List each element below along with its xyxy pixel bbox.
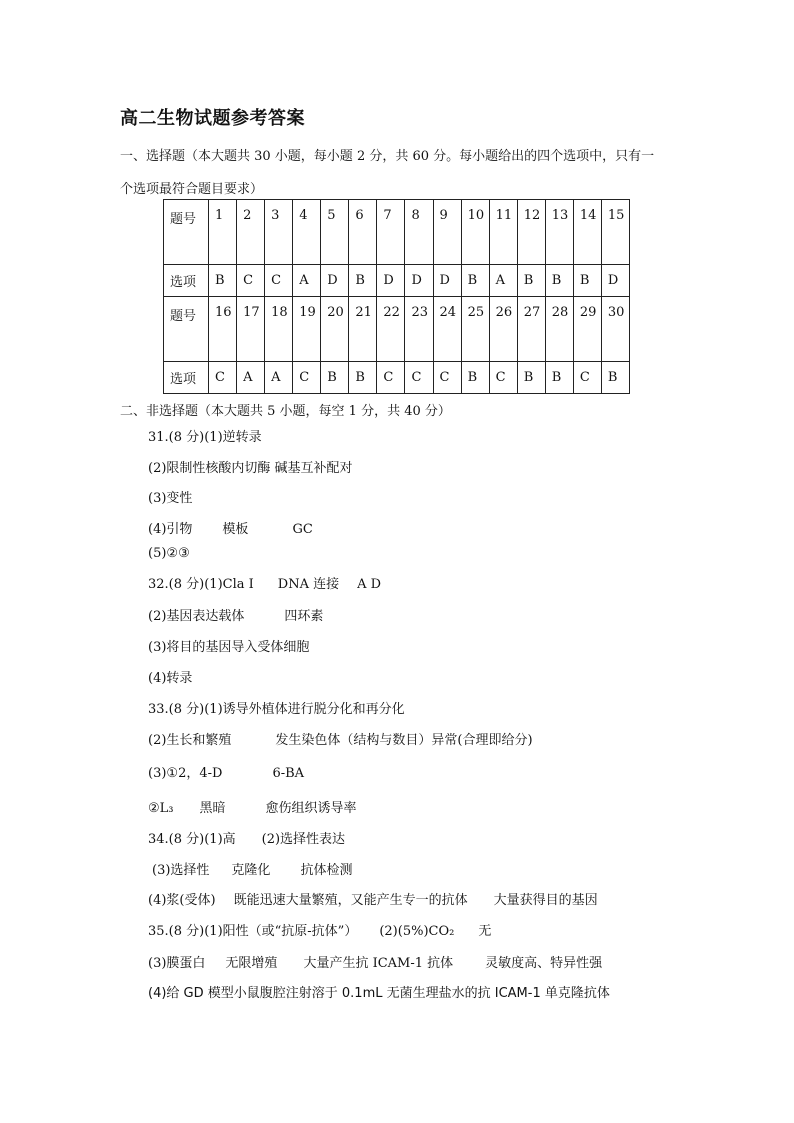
q32-part1-a: 32.(8 分)(1)Cla I <box>148 577 254 592</box>
q32-part3: (3)将目的基因导入受体细胞 <box>148 640 310 655</box>
question-number-cell: 24 <box>433 297 461 362</box>
answer-option-cell: B <box>209 265 237 297</box>
q32-part2 <box>148 605 323 624</box>
answer-option-cell: C <box>489 362 517 394</box>
question-number-cell: 26 <box>489 297 517 362</box>
answer-option-cell: C <box>405 362 433 394</box>
question-number-cell: 22 <box>377 297 405 362</box>
q35-part2-c: 大量产生抗 ICAM-1 抗体 <box>303 956 454 971</box>
question-number-cell: 11 <box>489 200 517 265</box>
answer-option-cell: A <box>489 265 517 297</box>
q33-part4-a: ②L₃ <box>148 801 174 816</box>
answer-option-cell: C <box>293 362 321 394</box>
question-number-cell: 16 <box>209 297 237 362</box>
q33-part3-b: 6-BA <box>272 766 305 781</box>
question-number-cell: 9 <box>433 200 461 265</box>
answer-option-cell: B <box>601 362 629 394</box>
q33-part2 <box>148 729 533 748</box>
question-number-cell: 21 <box>349 297 377 362</box>
q34-part3-b: 既能迅速大量繁殖，又能产生专一的抗体 <box>233 893 468 908</box>
question-number-cell: 30 <box>601 297 629 362</box>
answer-option-cell: B <box>461 362 489 394</box>
question-number-cell: 27 <box>517 297 545 362</box>
section1-instructions-line2: 个选项最符合题目要求） <box>120 182 264 197</box>
answer-option-cell: D <box>433 265 461 297</box>
q35-part2-a: (3)膜蛋白 <box>148 956 206 971</box>
answer-table <box>163 199 630 394</box>
question-number-cell: 29 <box>573 297 601 362</box>
q35-part2-b: 无限增殖 <box>225 956 278 971</box>
question-number-cell: 8 <box>405 200 433 265</box>
answer-option-cell: D <box>405 265 433 297</box>
q34-part3 <box>148 889 598 908</box>
section2-heading: 二、非选择题（本大题共 5 小题，每空 1 分，共 40 分） <box>120 404 451 419</box>
q32-part1 <box>148 573 381 592</box>
q34-part2 <box>152 859 352 878</box>
q32-part2-a: (2)基因表达载体 <box>148 609 245 624</box>
question-number-cell: 19 <box>293 297 321 362</box>
q31-part1: 31.(8 分)(1)逆转录 <box>148 430 262 445</box>
answer-option-cell: B <box>545 362 573 394</box>
table-row-label: 选项 <box>164 265 209 297</box>
answer-option-cell: A <box>265 362 293 394</box>
q35-part1-c: 无 <box>478 924 492 939</box>
answer-option-cell: B <box>349 362 377 394</box>
question-number-cell: 23 <box>405 297 433 362</box>
q33-part2-b: 发生染色体（结构与数目）异常(合理即给分) <box>275 733 533 748</box>
q31-part4-c: GC <box>292 522 313 537</box>
q34-part2-b: 克隆化 <box>231 863 271 878</box>
answer-option-cell: C <box>209 362 237 394</box>
q34-part1-b: (2)选择性表达 <box>261 832 346 847</box>
question-number-cell: 14 <box>573 200 601 265</box>
answer-option-cell: C <box>237 265 265 297</box>
answer-option-cell: D <box>601 265 629 297</box>
q31-part3: (3)变性 <box>148 491 193 506</box>
q34-part3-c: 大量获得目的基因 <box>493 893 598 908</box>
q33-part3-a: (3)①2，4-D <box>148 766 223 781</box>
question-number-cell: 7 <box>377 200 405 265</box>
question-number-cell: 15 <box>601 200 629 265</box>
question-number-cell: 3 <box>265 200 293 265</box>
answer-option-cell: B <box>321 362 349 394</box>
answer-option-cell: A <box>293 265 321 297</box>
q32-part1-c: A D <box>357 577 382 592</box>
question-number-cell: 4 <box>293 200 321 265</box>
answer-option-cell: A <box>237 362 265 394</box>
question-number-cell: 17 <box>237 297 265 362</box>
q34-part2-c: 抗体检测 <box>300 863 353 878</box>
question-number-cell: 18 <box>265 297 293 362</box>
answer-option-cell: D <box>321 265 349 297</box>
q31-part4 <box>148 518 313 537</box>
table-row-answers-2 <box>164 362 630 394</box>
question-number-cell: 28 <box>545 297 573 362</box>
q32-part1-b: DNA 连接 <box>277 577 340 592</box>
question-number-cell: 20 <box>321 297 349 362</box>
q31-part5: (5)②③ <box>148 546 190 561</box>
answer-option-cell: D <box>377 265 405 297</box>
table-row-answers-1 <box>164 265 630 297</box>
answer-option-cell: C <box>377 362 405 394</box>
q33-part1: 33.(8 分)(1)诱导外植体进行脱分化和再分化 <box>148 702 405 717</box>
section1-instructions-line1: 一、选择题（本大题共 30 小题，每小题 2 分，共 60 分。每小题给出的四个选项中，只有一 <box>120 149 655 164</box>
table-row-questions-2 <box>164 297 630 362</box>
question-number-cell: 10 <box>461 200 489 265</box>
question-number-cell: 12 <box>517 200 545 265</box>
q34-part3-a: (4)浆(受体) <box>148 893 216 908</box>
q35-part2-d: 灵敏度高、特异性强 <box>485 956 603 971</box>
q35-part1-b: (2)(5%)CO₂ <box>379 924 455 939</box>
q34-part1 <box>148 828 345 847</box>
q35-part1 <box>148 920 491 939</box>
question-number-cell: 2 <box>237 200 265 265</box>
answer-option-cell: B <box>517 265 545 297</box>
page-title: 高二生物试题参考答案 <box>120 108 305 129</box>
answer-option-cell: B <box>517 362 545 394</box>
q34-part2-a: (3)选择性 <box>152 863 210 878</box>
table-row-label: 题号 <box>164 297 209 362</box>
answer-option-cell: B <box>349 265 377 297</box>
question-number-cell: 13 <box>545 200 573 265</box>
table-row-label: 选项 <box>164 362 209 394</box>
question-number-cell: 5 <box>321 200 349 265</box>
q33-part3 <box>148 762 304 781</box>
answer-option-cell: C <box>433 362 461 394</box>
answer-option-cell: B <box>573 265 601 297</box>
q33-part4 <box>148 797 357 816</box>
q35-part2 <box>148 952 602 971</box>
q33-part4-c: 愈伤组织诱导率 <box>265 801 357 816</box>
q34-part1-a: 34.(8 分)(1)高 <box>148 832 236 847</box>
q31-part4-b: 模板 <box>222 522 249 537</box>
question-number-cell: 1 <box>209 200 237 265</box>
q32-part2-b: 四环素 <box>284 609 324 624</box>
q35-part3: (4)给 GD 模型小鼠腹腔注射溶于 0.1mL 无菌生理盐水的抗 ICAM-1 单克隆抗体 <box>148 986 610 1001</box>
answer-option-cell: B <box>545 265 573 297</box>
q32-part4: (4)转录 <box>148 671 193 686</box>
table-row-questions-1 <box>164 200 630 265</box>
question-number-cell: 6 <box>349 200 377 265</box>
q33-part2-a: (2)生长和繁殖 <box>148 733 232 748</box>
question-number-cell: 25 <box>461 297 489 362</box>
q33-part4-b: 黑暗 <box>199 801 226 816</box>
q31-part4-a: (4)引物 <box>148 522 193 537</box>
q35-part1-a: 35.(8 分)(1)阳性（或“抗原-抗体”） <box>148 924 358 939</box>
answer-option-cell: C <box>573 362 601 394</box>
table-row-label: 题号 <box>164 200 209 265</box>
answer-option-cell: C <box>265 265 293 297</box>
q31-part2: (2)限制性核酸内切酶 碱基互补配对 <box>148 461 353 476</box>
answer-option-cell: B <box>461 265 489 297</box>
